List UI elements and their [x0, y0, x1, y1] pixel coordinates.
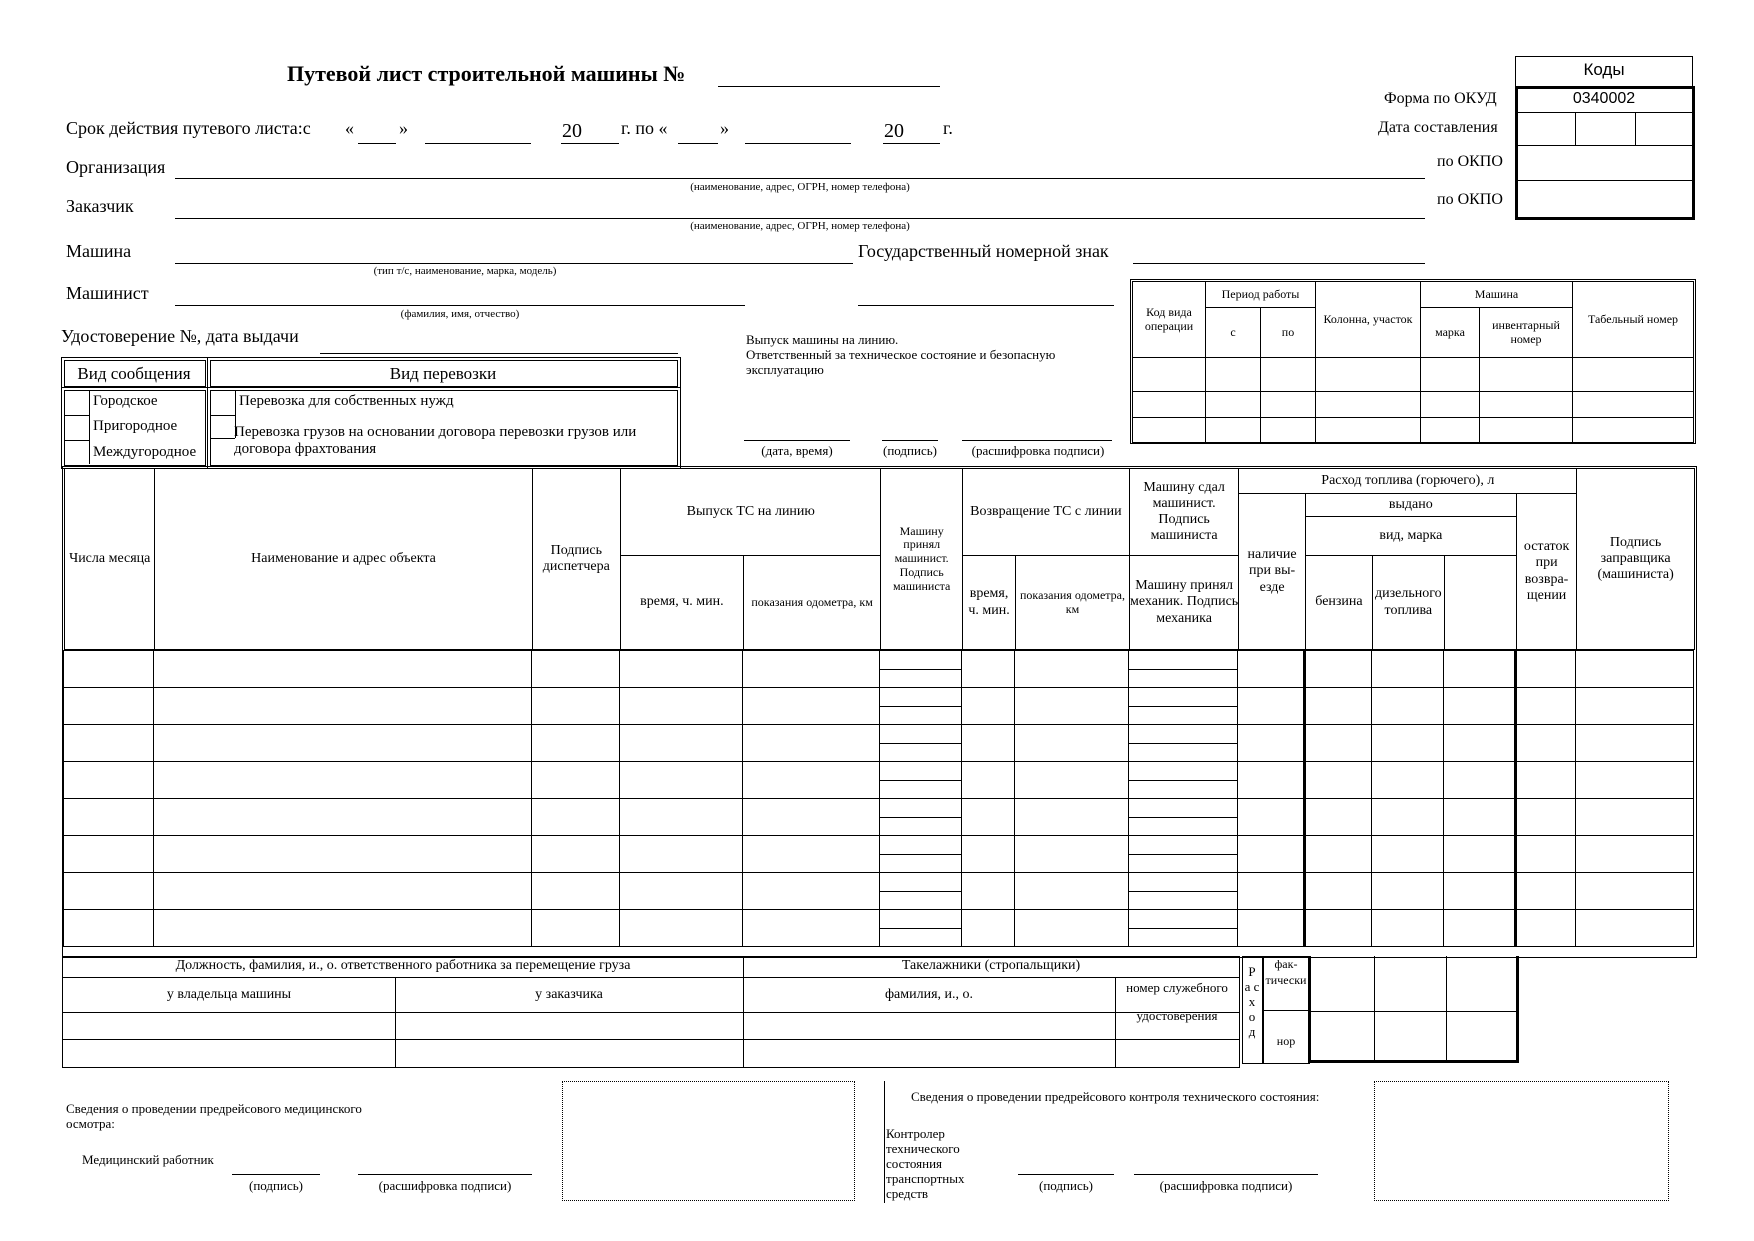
year-suffix-end: г.: [943, 118, 953, 138]
table-cell[interactable]: [1515, 873, 1575, 910]
release-text: [746, 333, 1086, 378]
med-title: Сведения о проведении предрейсового медицинского осмотра:: [66, 1101, 362, 1131]
ops-cell[interactable]: [1206, 392, 1261, 418]
table-cell[interactable]: [1443, 688, 1515, 725]
fueler-header: Подпись заправщика (машиниста): [1577, 469, 1695, 650]
table-cell[interactable]: [1304, 762, 1371, 799]
med-cap-sign: (подпись): [249, 1178, 303, 1193]
table-cell[interactable]: [531, 799, 619, 836]
bottom-table: [62, 956, 1240, 1068]
table-cell[interactable]: [1443, 910, 1515, 947]
table-cell[interactable]: [1515, 651, 1575, 688]
ops-cell[interactable]: [1133, 358, 1206, 392]
codes-title: Коды: [1583, 60, 1625, 79]
license-field[interactable]: [320, 353, 678, 354]
table-cell[interactable]: [961, 799, 1014, 836]
table-cell[interactable]: [1238, 873, 1304, 910]
table-cell[interactable]: [64, 688, 154, 725]
table-cell[interactable]: [1372, 910, 1443, 947]
table-cell-split[interactable]: [1128, 688, 1238, 725]
dispatcher-header: Подпись диспетчера: [532, 469, 620, 650]
page-title: Путевой лист строительной машины №: [287, 61, 686, 86]
table-cell[interactable]: [1372, 651, 1443, 688]
ops-cell[interactable]: [1421, 392, 1480, 418]
table-cell[interactable]: [1304, 725, 1371, 762]
remain-header: остаток при возвращении: [1516, 494, 1576, 650]
msg-item-intercity[interactable]: Междугородное: [93, 444, 197, 460]
table-cell[interactable]: [64, 651, 154, 688]
okpo-label-1: по ОКПО: [1437, 153, 1503, 170]
table-cell[interactable]: [961, 873, 1014, 910]
ops-cell[interactable]: [1573, 392, 1694, 418]
organization-field[interactable]: [175, 178, 1425, 179]
table-cell[interactable]: [1238, 651, 1304, 688]
okud-value: 0340002: [1572, 90, 1636, 107]
customer-field[interactable]: [175, 218, 1425, 219]
ops-cell[interactable]: [1316, 418, 1421, 443]
table-cell[interactable]: [1238, 762, 1304, 799]
release-cap-sign: (подпись): [883, 443, 937, 458]
table-cell[interactable]: [154, 688, 531, 725]
ops-cell[interactable]: [1133, 418, 1206, 443]
table-cell-split[interactable]: [880, 762, 961, 799]
table-cell-split[interactable]: [1128, 762, 1238, 799]
expense-label: Р а с х о д: [1244, 964, 1260, 1039]
period-header: Период работы: [1206, 282, 1316, 308]
table-cell[interactable]: [1443, 799, 1515, 836]
handed-header: Машину сдал машинист. Подпись машиниста: [1129, 469, 1239, 556]
table-cell[interactable]: [1015, 762, 1129, 799]
table-row: [64, 762, 1694, 799]
table-cell[interactable]: [1443, 762, 1515, 799]
ops-cell[interactable]: [1261, 418, 1316, 443]
on-hand-header: наличие при выезде: [1239, 494, 1305, 650]
tech-decode-field[interactable]: [1134, 1174, 1318, 1175]
table-cell[interactable]: [1015, 836, 1129, 873]
table-cell-split[interactable]: [880, 836, 961, 873]
kind-header: вид, марка: [1379, 528, 1443, 543]
plate-label: Государственный номерной знак: [858, 241, 1109, 261]
year-prefix-2: 20: [884, 120, 904, 142]
from-year-field[interactable]: [561, 143, 619, 144]
table-cell[interactable]: [1372, 799, 1443, 836]
ops-cell[interactable]: [1480, 392, 1573, 418]
table-cell[interactable]: [620, 725, 743, 762]
owner-header: у владельца машины: [166, 987, 292, 1002]
table-cell[interactable]: [961, 836, 1014, 873]
ops-cell[interactable]: [1133, 392, 1206, 418]
table-cell-split[interactable]: [880, 725, 961, 762]
petrol-header: бензина: [1305, 556, 1372, 650]
machine-brand: марка: [1421, 308, 1480, 358]
table-cell[interactable]: [1015, 651, 1129, 688]
from-day-field[interactable]: [358, 143, 396, 144]
table-cell[interactable]: [1515, 799, 1575, 836]
table-cell[interactable]: [531, 762, 619, 799]
table-cell[interactable]: [1515, 688, 1575, 725]
organization-label: Организация: [66, 157, 166, 177]
period-to: по: [1261, 308, 1316, 358]
fio-header: фамилия, и., о.: [884, 987, 974, 1002]
table-row: [64, 725, 1694, 762]
release-header: Выпуск ТС на линию: [621, 469, 881, 556]
table-cell-split[interactable]: [1128, 836, 1238, 873]
issued-group: [1305, 494, 1516, 556]
ops-cell[interactable]: [1421, 418, 1480, 443]
table-cell[interactable]: [154, 725, 531, 762]
table-cell[interactable]: [1576, 725, 1694, 762]
table-cell[interactable]: [1515, 725, 1575, 762]
table-cell[interactable]: [1576, 873, 1694, 910]
table-cell[interactable]: [531, 651, 619, 688]
return-header: Возвращение ТС с линии: [962, 469, 1129, 556]
table-cell[interactable]: [1015, 799, 1129, 836]
customer-col-header: у заказчика: [535, 987, 603, 1002]
table-cell[interactable]: [620, 799, 743, 836]
med-stamp-box[interactable]: [562, 1081, 855, 1201]
table-cell[interactable]: [154, 873, 531, 910]
operations-table: [1130, 279, 1696, 444]
table-row: [64, 873, 1694, 910]
table-cell[interactable]: [620, 651, 743, 688]
time2-header: время, ч. мин.: [962, 556, 1015, 650]
table-cell[interactable]: [961, 910, 1014, 947]
ops-cell[interactable]: [1573, 418, 1694, 443]
table-cell[interactable]: [620, 836, 743, 873]
cert-header: номер служебного удостоверения: [1126, 980, 1228, 1023]
service-type-block: [62, 358, 680, 466]
ops-cell[interactable]: [1316, 392, 1421, 418]
table-cell[interactable]: [742, 725, 880, 762]
table-cell[interactable]: [1443, 651, 1515, 688]
msg-type-header: Вид сообщения: [77, 364, 191, 383]
okud-label: Форма по ОКУД: [1384, 90, 1497, 107]
table-cell[interactable]: [531, 725, 619, 762]
release-sign-field[interactable]: [882, 440, 938, 441]
ops-cell[interactable]: [1316, 358, 1421, 392]
odometer-header: показания одометра, км: [743, 556, 881, 650]
table-row: [64, 688, 1694, 725]
table-cell[interactable]: [64, 799, 154, 836]
table-cell[interactable]: [531, 910, 619, 947]
table-cell[interactable]: [1372, 688, 1443, 725]
table-cell[interactable]: [742, 873, 880, 910]
table-cell[interactable]: [742, 910, 880, 947]
tab-number-header: Табельный номер: [1573, 282, 1694, 358]
ops-cell[interactable]: [1573, 358, 1694, 392]
table-cell-split[interactable]: [1128, 725, 1238, 762]
table-cell[interactable]: [620, 688, 743, 725]
table-cell[interactable]: [64, 873, 154, 910]
table-cell[interactable]: [1576, 688, 1694, 725]
table-cell[interactable]: [64, 725, 154, 762]
tech-sign-field[interactable]: [1018, 1174, 1114, 1175]
to-year-field[interactable]: [883, 143, 940, 144]
to-month-field[interactable]: [745, 143, 851, 144]
release-date-field[interactable]: [744, 440, 850, 441]
release-cap-date: (дата, время): [761, 443, 833, 458]
ops-cell[interactable]: [1206, 418, 1261, 443]
table-cell[interactable]: [64, 910, 154, 947]
customer-caption: (наименование, адрес, ОГРН, номер телефона): [690, 220, 910, 232]
release-cap-decode: (расшифровка подписи): [971, 443, 1105, 458]
table-cell[interactable]: [1304, 836, 1371, 873]
table-row: [64, 836, 1694, 873]
table-cell[interactable]: [1443, 725, 1515, 762]
table-cell[interactable]: [620, 873, 743, 910]
table-cell[interactable]: [1372, 762, 1443, 799]
table-cell[interactable]: [1238, 799, 1304, 836]
table-cell[interactable]: [742, 651, 880, 688]
table-cell[interactable]: [64, 762, 154, 799]
validity-label: Срок действия путевого листа:с: [66, 118, 311, 138]
transport-type-header: Вид перевозки: [389, 364, 497, 383]
organization-caption: (наименование, адрес, ОГРН, номер телефона): [690, 181, 910, 193]
tech-title: Сведения о проведении предрейсового контроля технического состояния:: [911, 1089, 1320, 1104]
machine-label: Машина: [66, 241, 132, 261]
expense-norm: нор: [1276, 1034, 1296, 1048]
table-cell[interactable]: [1515, 836, 1575, 873]
tech-controller: Контролер технического состояния транспортных средств: [886, 1126, 965, 1201]
release-decode-field[interactable]: [962, 440, 1112, 441]
table-cell[interactable]: [1576, 910, 1694, 947]
op-code-header: Код вида операции: [1133, 282, 1206, 358]
msg-item-suburban[interactable]: Пригородное: [93, 418, 178, 434]
table-cell[interactable]: [1304, 651, 1371, 688]
table-cell[interactable]: [531, 836, 619, 873]
machine-header: Машина: [1421, 282, 1573, 308]
driver-caption: (фамилия, имя, отчество): [400, 308, 520, 320]
table-cell[interactable]: [1238, 836, 1304, 873]
time-header: время, ч. мин.: [621, 556, 744, 650]
table-cell[interactable]: [1372, 725, 1443, 762]
table-cell[interactable]: [1576, 836, 1694, 873]
table-cell[interactable]: [154, 762, 531, 799]
table-cell-split[interactable]: [1128, 651, 1238, 688]
table-cell[interactable]: [64, 836, 154, 873]
table-cell-split[interactable]: [1128, 873, 1238, 910]
table-cell[interactable]: [154, 651, 531, 688]
license-label: Удостоверение №, дата выдачи: [61, 326, 299, 346]
responsible-header: Должность, фамилия, и., о. ответственного работника за перемещение груза: [175, 958, 631, 973]
table-cell[interactable]: [1015, 688, 1129, 725]
issued-header: выдано: [1306, 494, 1516, 517]
odometer2-header: показания одометра, км: [1016, 556, 1130, 650]
expense-fact: фактически: [1265, 957, 1307, 987]
table-cell-split[interactable]: [1128, 910, 1238, 947]
table-cell[interactable]: [742, 688, 880, 725]
fuel-header: Расход топлива (горючего), л: [1239, 469, 1577, 494]
diesel-header: дизельного топлива: [1373, 556, 1444, 650]
table-cell[interactable]: [1238, 725, 1304, 762]
tech-cap-sign: (подпись): [1039, 1178, 1093, 1193]
table-cell-split[interactable]: [880, 651, 961, 688]
table-cell-split[interactable]: [1128, 799, 1238, 836]
release-text-1: Выпуск машины на линию.: [746, 332, 899, 347]
year-prefix-1: 20: [562, 120, 582, 142]
okpo-label-2: по ОКПО: [1437, 191, 1503, 208]
date-composed-label: Дата составления: [1378, 119, 1498, 136]
transport-item-contract[interactable]: Перевозка грузов на основании договора перевозки грузов или договора фрахтования: [234, 424, 637, 458]
fuel-extra-header: [1444, 556, 1516, 650]
table-cell[interactable]: [1015, 725, 1129, 762]
table-cell[interactable]: [154, 910, 531, 947]
ops-cell[interactable]: [1206, 358, 1261, 392]
driver-field[interactable]: [175, 305, 745, 306]
table-row: [64, 651, 1694, 688]
quote-close-1: »: [399, 118, 408, 138]
table-cell[interactable]: [1576, 762, 1694, 799]
main-table-body: [63, 650, 1694, 947]
table-cell[interactable]: [1372, 836, 1443, 873]
ops-cell[interactable]: [1261, 392, 1316, 418]
table-cell[interactable]: [961, 725, 1014, 762]
tech-stamp-box[interactable]: [1374, 1081, 1669, 1201]
table-cell[interactable]: [154, 836, 531, 873]
table-row: [64, 910, 1694, 947]
release-text-2: Ответственный за техническое состояние и безопасную эксплуатацию: [746, 346, 1056, 377]
table-cell[interactable]: [531, 688, 619, 725]
from-month-field[interactable]: [425, 143, 531, 144]
table-cell[interactable]: [1515, 910, 1575, 947]
table-cell-split[interactable]: [880, 910, 961, 947]
driver-label: Машинист: [66, 283, 149, 303]
ops-cell[interactable]: [1480, 418, 1573, 443]
table-cell[interactable]: [154, 799, 531, 836]
machine-field[interactable]: [175, 263, 853, 264]
customer-label: Заказчик: [66, 196, 134, 216]
table-cell[interactable]: [1238, 688, 1304, 725]
mech-header: Машину принял механик. Подпись механика: [1129, 556, 1239, 650]
table-cell[interactable]: [1304, 873, 1371, 910]
to-day-field[interactable]: [678, 143, 718, 144]
period-from: с: [1206, 308, 1261, 358]
ops-cell[interactable]: [1480, 358, 1573, 392]
riggers-header: Такелажники (стропальщики): [901, 958, 1081, 973]
table-cell[interactable]: [1015, 910, 1129, 947]
table-cell[interactable]: [1443, 836, 1515, 873]
table-cell[interactable]: [531, 873, 619, 910]
table-cell[interactable]: [1576, 799, 1694, 836]
object-header: Наименование и адрес объекта: [155, 469, 532, 650]
table-cell[interactable]: [961, 762, 1014, 799]
column-header: Колонна, участок: [1316, 282, 1421, 358]
table-cell-split[interactable]: [880, 799, 961, 836]
table-cell[interactable]: [1515, 762, 1575, 799]
to-label: г. по «: [621, 118, 668, 138]
med-sign-field[interactable]: [232, 1174, 320, 1175]
table-cell[interactable]: [742, 836, 880, 873]
transport-item-own[interactable]: Перевозка для собственных нужд: [239, 393, 454, 409]
days-header: Числа месяца: [65, 469, 155, 650]
ops-cell[interactable]: [1261, 358, 1316, 392]
table-row: [64, 799, 1694, 836]
table-cell[interactable]: [1372, 873, 1443, 910]
quote-close-2: »: [720, 118, 729, 138]
machine-inv: инвентарный номер: [1480, 308, 1573, 358]
table-cell[interactable]: [1304, 910, 1371, 947]
table-cell-split[interactable]: [880, 688, 961, 725]
table-cell[interactable]: [1304, 688, 1371, 725]
quote-open-1: «: [345, 118, 354, 138]
table-cell-split[interactable]: [880, 873, 961, 910]
table-cell[interactable]: [1238, 910, 1304, 947]
driver-extra-field[interactable]: [858, 305, 1114, 306]
table-cell[interactable]: [961, 688, 1014, 725]
table-cell[interactable]: [620, 910, 743, 947]
med-cap-decode: (расшифровка подписи): [378, 1178, 512, 1193]
table-cell[interactable]: [620, 762, 743, 799]
machine-caption: (тип т/с, наименование, марка, модель): [373, 265, 557, 277]
ops-cell[interactable]: [1421, 358, 1480, 392]
table-cell[interactable]: [742, 799, 880, 836]
table-cell[interactable]: [1443, 873, 1515, 910]
table-cell[interactable]: [961, 651, 1014, 688]
table-cell[interactable]: [742, 762, 880, 799]
table-cell[interactable]: [1576, 651, 1694, 688]
expense-block: [1242, 956, 1516, 1066]
table-cell[interactable]: [1304, 799, 1371, 836]
accepted-header: Машину принял машинист. Подпись машиниста: [881, 469, 962, 650]
msg-item-city[interactable]: Городское: [93, 393, 158, 409]
tech-cap-decode: (расшифровка подписи): [1159, 1178, 1293, 1193]
plate-field[interactable]: [1133, 263, 1425, 264]
codes-box: [1515, 56, 1693, 218]
med-worker: Медицинский работник: [82, 1152, 214, 1167]
table-cell[interactable]: [1015, 873, 1129, 910]
waybill-number-field[interactable]: [718, 86, 940, 87]
med-decode-field[interactable]: [358, 1174, 532, 1175]
